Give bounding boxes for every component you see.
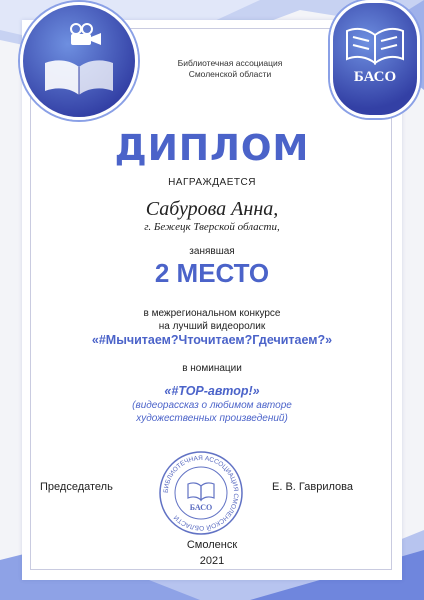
left-medallion: [20, 2, 138, 120]
nomination-description-2: художественных произведений): [136, 413, 288, 424]
recipient-name: Сабурова Анна,: [145, 198, 279, 220]
chair-label: Председатель: [40, 481, 113, 493]
seal-center-text: БАСО: [189, 503, 213, 512]
association-line-2: Смоленской области: [188, 69, 272, 79]
year-label: 2021: [199, 555, 225, 567]
city-label: Смоленск: [186, 539, 238, 551]
nomination-label: в номинации: [182, 363, 242, 374]
place-award: 2 МЕСТО: [154, 258, 270, 288]
seal-ring-text: БИБЛИОТЕЧНАЯ АССОЦИАЦИЯ СМОЛЕНСКОЙ ОБЛАСТИ: [162, 454, 240, 532]
nomination-name: «#TOP-автор!»: [164, 384, 260, 398]
video-camera-icon: [67, 23, 103, 47]
recipient-city: г. Бежецк Тверской области,: [144, 221, 280, 233]
open-book-icon: [41, 57, 117, 97]
association-line-1: Библиотечная ассоциация: [177, 58, 283, 68]
contest-name: «#Мычитаем?Чточитаем?Гдечитаем?»: [91, 333, 333, 347]
seal-stamp: [158, 450, 244, 536]
association-name: [150, 58, 310, 80]
right-medallion: [330, 0, 420, 118]
logo-text: БАСО: [353, 69, 397, 85]
nomination-description-1: (видеорассказ о любимом авторе: [132, 400, 292, 411]
diploma-title: ДИПЛОМ: [114, 128, 310, 169]
contest-line-2: на лучший видеоролик: [158, 321, 266, 332]
taking-label: занявшая: [189, 246, 235, 257]
contest-line-1: в межрегиональном конкурсе: [143, 308, 281, 319]
signatory-name: Е. В. Гаврилова: [272, 481, 353, 493]
awarded-label: НАГРАЖДАЕТСЯ: [168, 177, 256, 188]
